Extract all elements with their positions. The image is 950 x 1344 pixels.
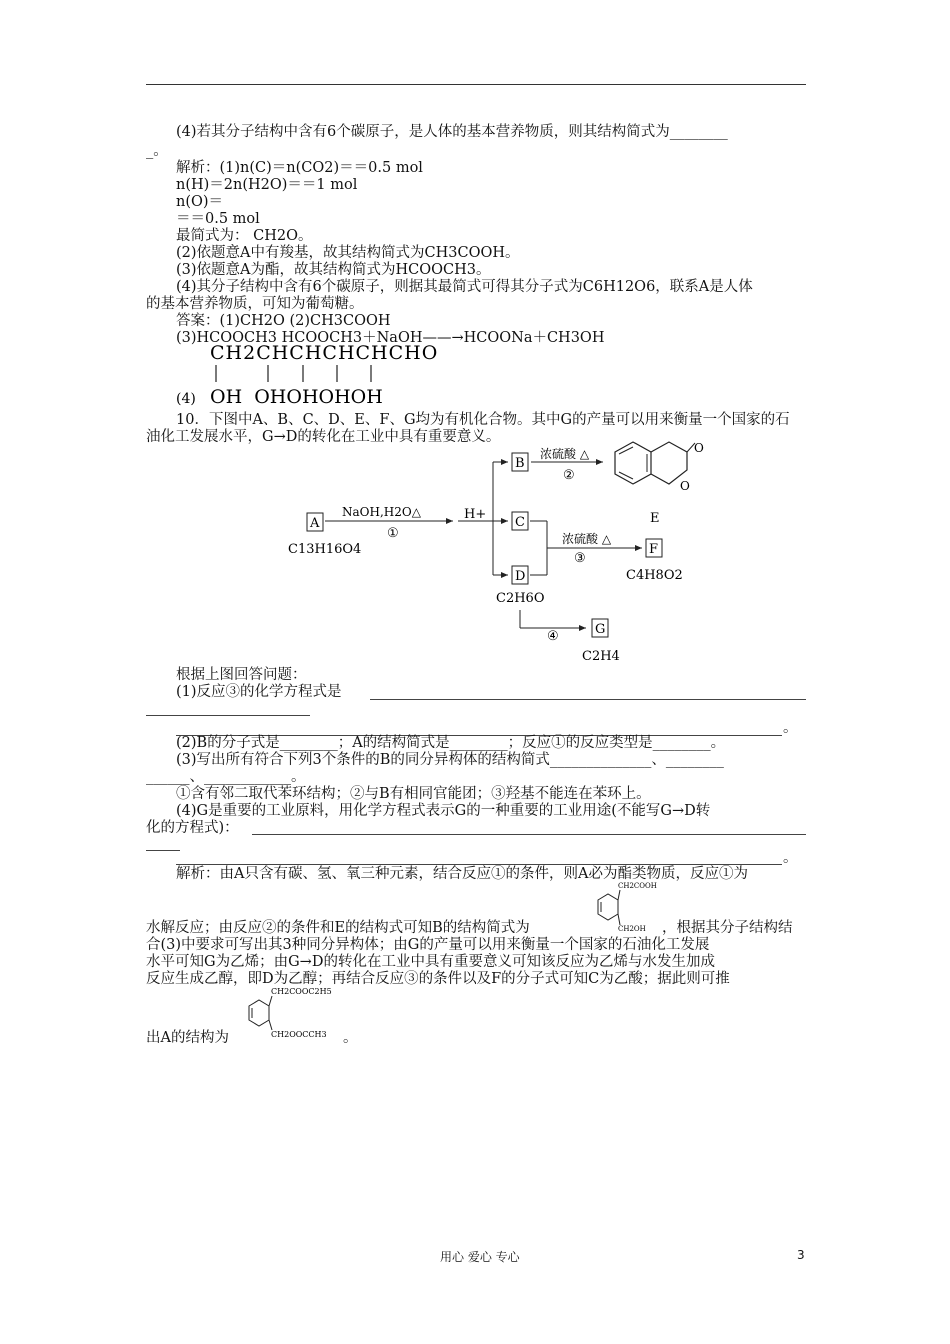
label-G: G [595, 622, 606, 637]
analysis9-line: 最简式为： CH2O。 [176, 228, 313, 244]
E-carbonyl-O: O [694, 441, 704, 455]
formula-D: C2H6O [496, 591, 545, 606]
A-top-group: CH2COOC2H5 [271, 987, 332, 996]
E-benzene-ring [615, 442, 651, 484]
footer-text: 用心 爱心 专心 [440, 1250, 520, 1264]
formula-A: C13H16O4 [288, 542, 362, 557]
formula-G: C2H4 [582, 649, 620, 664]
analysis9-line: 的基本营养物质，可知为葡萄糖。 [146, 296, 364, 312]
step-1: ① [387, 526, 399, 541]
E-lactone-ring [651, 442, 687, 484]
analysis10-line: 水解反应；由反应②的条件和E的结构式可知B的结构简式为 [146, 920, 530, 936]
analysis9-line: (3)依题意A为酯，故其结构简式为HCOOCH3。 [176, 262, 491, 278]
answer9-line: (3)HCOOCH3 HCOOCH3＋NaOH——→HCOONa＋CH3OH [176, 330, 605, 346]
answer-blank[interactable] [146, 850, 180, 851]
analysis9-line: n(H)＝2n(H2O)＝＝1 mol [176, 177, 358, 193]
E-ring-O: O [680, 479, 690, 493]
analysis9-line: 解析：(1)n(C)＝n(CO2)＝＝0.5 mol [176, 160, 423, 176]
label-A: A [310, 516, 320, 531]
label-F: F [649, 542, 659, 557]
analysis10-line: ，根据其分子结构结 [662, 920, 793, 936]
answer-blank[interactable] [252, 834, 806, 835]
structure-A [243, 984, 343, 1044]
analysis10-line: 。 [343, 1030, 358, 1046]
answer-blank[interactable] [176, 864, 782, 865]
step-4: ④ [547, 629, 559, 644]
glucose-chain: CH2CHCHCHCHCHO [210, 342, 439, 364]
reaction-diagram [270, 438, 740, 670]
condition-2: 浓硫酸 △ [540, 447, 590, 461]
h-plus: H+ [464, 507, 487, 522]
answer-blank[interactable] [370, 699, 806, 700]
analysis10-line: 出A的结构为 [146, 1030, 229, 1046]
structure-B [590, 880, 660, 940]
q9-part4-cont: _。 [146, 143, 168, 159]
label-C: C [515, 515, 525, 530]
formula-F: C4H8O2 [626, 568, 683, 583]
question-4-cont: 化的方程式)： [146, 820, 239, 836]
question-2: (2)B的分子式是________；A的结构简式是________；反应①的反应类型是________。 [176, 735, 726, 751]
analysis9-line: n(O)＝ [176, 194, 224, 210]
step-2: ② [563, 468, 575, 483]
glucose-structure [170, 340, 470, 410]
condition-3: 浓硫酸 △ [562, 532, 612, 546]
label-E: E [650, 511, 660, 526]
header-rule [146, 84, 806, 85]
label-D: D [515, 569, 526, 584]
B-bottom-group: CH2OH [618, 925, 646, 933]
analysis10-line: 合(3)中要求可写出其3种同分异构体；由G的产量可以用来衡量一个国家的石油化工发展 [146, 937, 710, 953]
question-intro: 根据上图回答问题： [176, 667, 307, 683]
question-1-end: 。 [783, 720, 798, 736]
answer9-line: 答案：(1)CH2O (2)CH3COOH [176, 313, 391, 329]
question-4: (4)G是重要的工业原料，用化学方程式表示G的一种重要的工业用途(不能写G→D转 [176, 803, 711, 819]
B-top-group: CH2COOH [618, 882, 657, 890]
glucose-hydroxyls: OH OHOHOHOH [210, 386, 383, 408]
analysis10-line: 反应生成乙醇，即D为乙醇；再结合反应③的条件以及F的分子式可知C为乙酸；据此则可推 [146, 971, 730, 987]
q9-part4: (4)若其分子结构中含有6个碳原子，是人体的基本营养物质，则其结构简式为________ [176, 124, 728, 140]
q10-line: 油化工发展水平，G→D的转化在工业中具有重要意义。 [146, 429, 501, 445]
A-bottom-group: CH2OOCCH3 [271, 1030, 327, 1039]
analysis9-line: ＝＝0.5 mol [176, 211, 260, 227]
analysis9-line: (2)依题意A中有羧基，故其结构简式为CH3COOH。 [176, 245, 520, 261]
label-B: B [515, 456, 525, 471]
analysis10-line: 水平可知G为乙烯；由G→D的转化在工业中具有重要意义可知该反应为乙烯与水发生加成 [146, 954, 715, 970]
question-3-cont: ______、____________。 [146, 769, 306, 785]
q10-line: 10．下图中A、B、C、D、E、F、G均为有机化合物。其中G的产量可以用来衡量一个国家的石 [176, 412, 790, 428]
answer-blank[interactable] [146, 715, 310, 716]
question-4-end: 。 [783, 850, 798, 866]
step-3: ③ [574, 551, 586, 566]
page-number: 3 [797, 1248, 805, 1262]
answer-label-4: (4) [176, 391, 196, 407]
analysis10-line: 解析：由A只含有碳、氢、氧三种元素，结合反应①的条件，则A必为酯类物质，反应①为 [176, 866, 748, 882]
question-1: (1)反应③的化学方程式是 [176, 684, 342, 700]
question-3-conditions: ①含有邻二取代苯环结构；②与B有相同官能团；③羟基不能连在苯环上。 [176, 786, 651, 802]
condition-1: NaOH,H2O△ [342, 505, 421, 519]
analysis9-line: (4)其分子结构中含有6个碳原子，则据其最简式可得其分子式为C6H12O6，联系A是人体 [176, 279, 753, 295]
question-3: (3)写出所有符合下列3个条件的B的同分异构体的结构简式______________、________ [176, 752, 724, 768]
